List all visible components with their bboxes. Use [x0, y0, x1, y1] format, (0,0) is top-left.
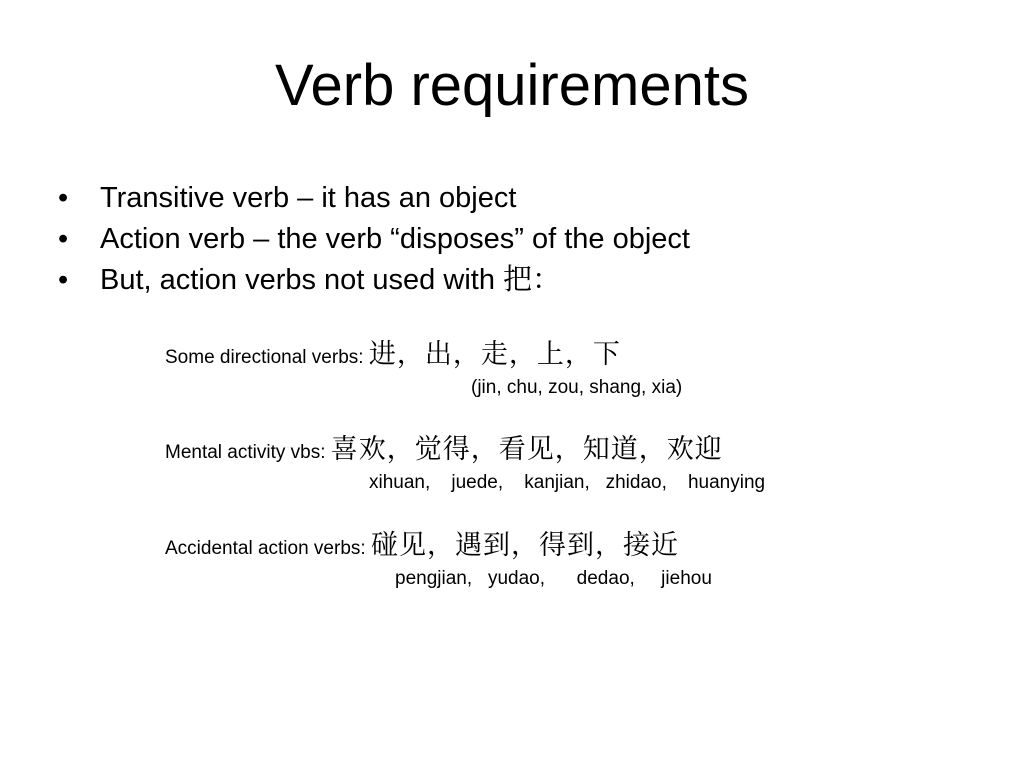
chinese-verbs: 碰见，遇到，得到，接近 — [370, 530, 679, 561]
mental-activity-verbs-group — [165, 433, 765, 496]
bullet-text: Action verb – the verb “disposes” of the object — [100, 223, 690, 255]
pinyin-line: (jin, chu, zou, shang, xia) — [471, 377, 683, 398]
bullet-marker: • — [58, 223, 69, 255]
bullet-text: Transitive verb – it has an object — [100, 182, 517, 214]
accidental-action-verbs-group — [165, 529, 712, 592]
bullet-item — [58, 219, 690, 260]
group-label: Accidental action verbs: — [165, 538, 371, 559]
group-heading — [165, 433, 765, 470]
group-heading — [165, 338, 682, 375]
group-label: Mental activity vbs: — [165, 442, 331, 463]
group-label: Some directional verbs: — [165, 347, 369, 368]
chinese-verbs: 喜欢，觉得，看见，知道，欢迎 — [330, 434, 723, 465]
bullet-marker: • — [58, 264, 69, 296]
directional-verbs-group — [165, 338, 682, 401]
chinese-verbs: 进，出，走，上，下 — [368, 339, 621, 370]
bullet-item — [58, 260, 690, 301]
bullet-list — [58, 178, 690, 301]
pinyin-line: pengjian, yudao, dedao, jiehou — [395, 568, 712, 589]
slide-title: Verb requirements — [275, 53, 749, 118]
bullet-text: But, action verbs not used with 把： — [100, 264, 561, 296]
bullet-item — [58, 178, 690, 219]
group-heading — [165, 529, 712, 566]
pinyin-line: xihuan, juede, kanjian, zhidao, huanying — [369, 472, 766, 493]
bullet-marker: • — [58, 182, 69, 214]
